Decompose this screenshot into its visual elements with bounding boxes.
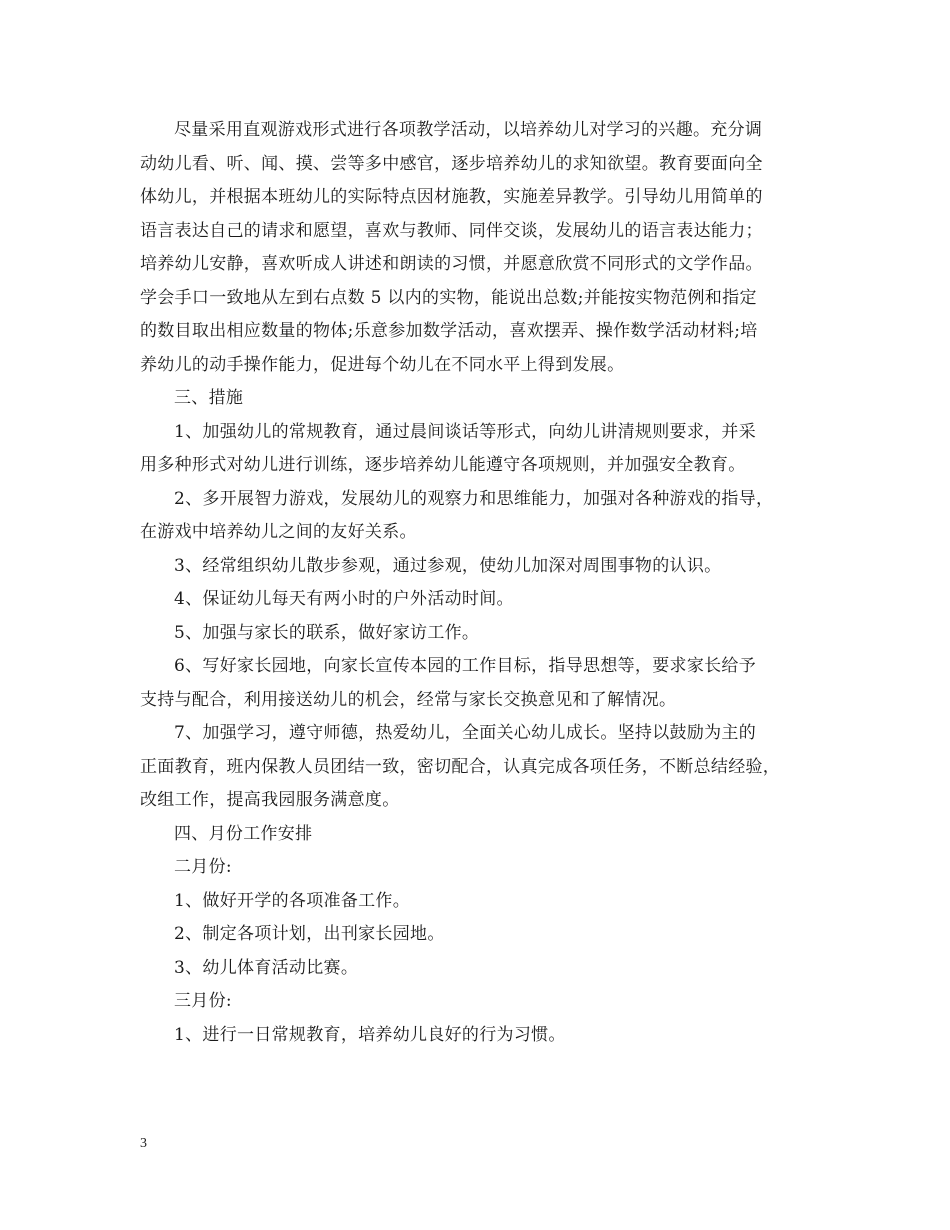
text-line: 3、幼儿体育活动比赛。 xyxy=(174,957,359,978)
text-line: 正面教育，班内保教人员团结一致，密切配合，认真完成各项任务，不断总结经验， xyxy=(140,756,781,777)
text-line: 培养幼儿安静，喜欢听成人讲述和朗读的习惯，并愿意欣赏不同形式的文学作品。 xyxy=(140,254,763,274)
section-heading: 四、月份工作安排 xyxy=(174,823,313,844)
text-line: 3、经常组织幼儿散步参观，通过参观，使幼儿加深对周围事物的认识。 xyxy=(174,555,722,576)
text-line: 的数目取出相应数量的物体;乐意参加数学活动，喜欢摆弄、操作数学活动材料;培 xyxy=(140,321,758,341)
text-line: 在游戏中培养幼儿之间的友好关系。 xyxy=(140,522,417,542)
text-line: 动幼儿看、听、闻、摸、尝等多中感官，逐步培养幼儿的求知欲望。教育要面向全 xyxy=(140,153,763,174)
text-line: 1、加强幼儿的常规教育，通过晨间谈话等形式，向幼儿讲清规则要求，并采 xyxy=(174,421,757,442)
text-line: 用多种形式对幼儿进行训练，逐步培养幼儿能遵守各项规则，并加强安全教育。 xyxy=(140,455,746,475)
month-heading: 三月份: xyxy=(174,991,232,1011)
text-line: 体幼儿，并根据本班幼儿的实际特点因材施教，实施差异教学。引导幼儿用简单的 xyxy=(140,187,763,207)
text-line: 1、进行一日常规教育，培养幼儿良好的行为习惯。 xyxy=(174,1024,566,1045)
text-block xyxy=(140,114,812,1052)
text-line: 7、加强学习，遵守师德，热爱幼儿，全面关心幼儿成长。坚持以鼓励为主的 xyxy=(174,723,757,743)
section-heading: 三、措施 xyxy=(174,388,244,408)
text-line: 6、写好家长园地，向家长宣传本园的工作目标，指导思想等，要求家长给予 xyxy=(174,656,757,676)
text-line: 支持与配合，利用接送幼儿的机会，经常与家长交换意见和了解情况。 xyxy=(140,689,677,710)
text-line: 学会手口一致地从左到右点数 5 以内的实物，能说出总数;并能按实物范例和指定 xyxy=(140,287,757,308)
text-line: 2、制定各项计划，出刊家长园地。 xyxy=(174,924,445,944)
text-line: 改组工作，提高我园服务满意度。 xyxy=(140,790,400,810)
document-body xyxy=(140,114,812,1052)
text-line: 1、做好开学的各项准备工作。 xyxy=(174,890,411,911)
text-line: 养幼儿的动手操作能力，促进每个幼儿在不同水平上得到发展。 xyxy=(140,354,625,375)
month-heading: 二月份: xyxy=(174,857,232,877)
text-line: 语言表达自己的请求和愿望，喜欢与教师、同伴交谈，发展幼儿的语言表达能力； xyxy=(140,220,763,241)
text-line: 5、加强与家长的联系，做好家访工作。 xyxy=(174,622,480,643)
text-line: 4、保证幼儿每天有两小时的户外活动时间。 xyxy=(174,589,514,609)
text-line: 尽量采用直观游戏形式进行各项教学活动，以培养幼儿对学习的兴趣。充分调 xyxy=(174,120,763,140)
page-number: 3 xyxy=(140,1136,147,1151)
text-line: 2、多开展智力游戏，发展幼儿的观察力和思维能力，加强对各种游戏的指导， xyxy=(174,488,774,509)
